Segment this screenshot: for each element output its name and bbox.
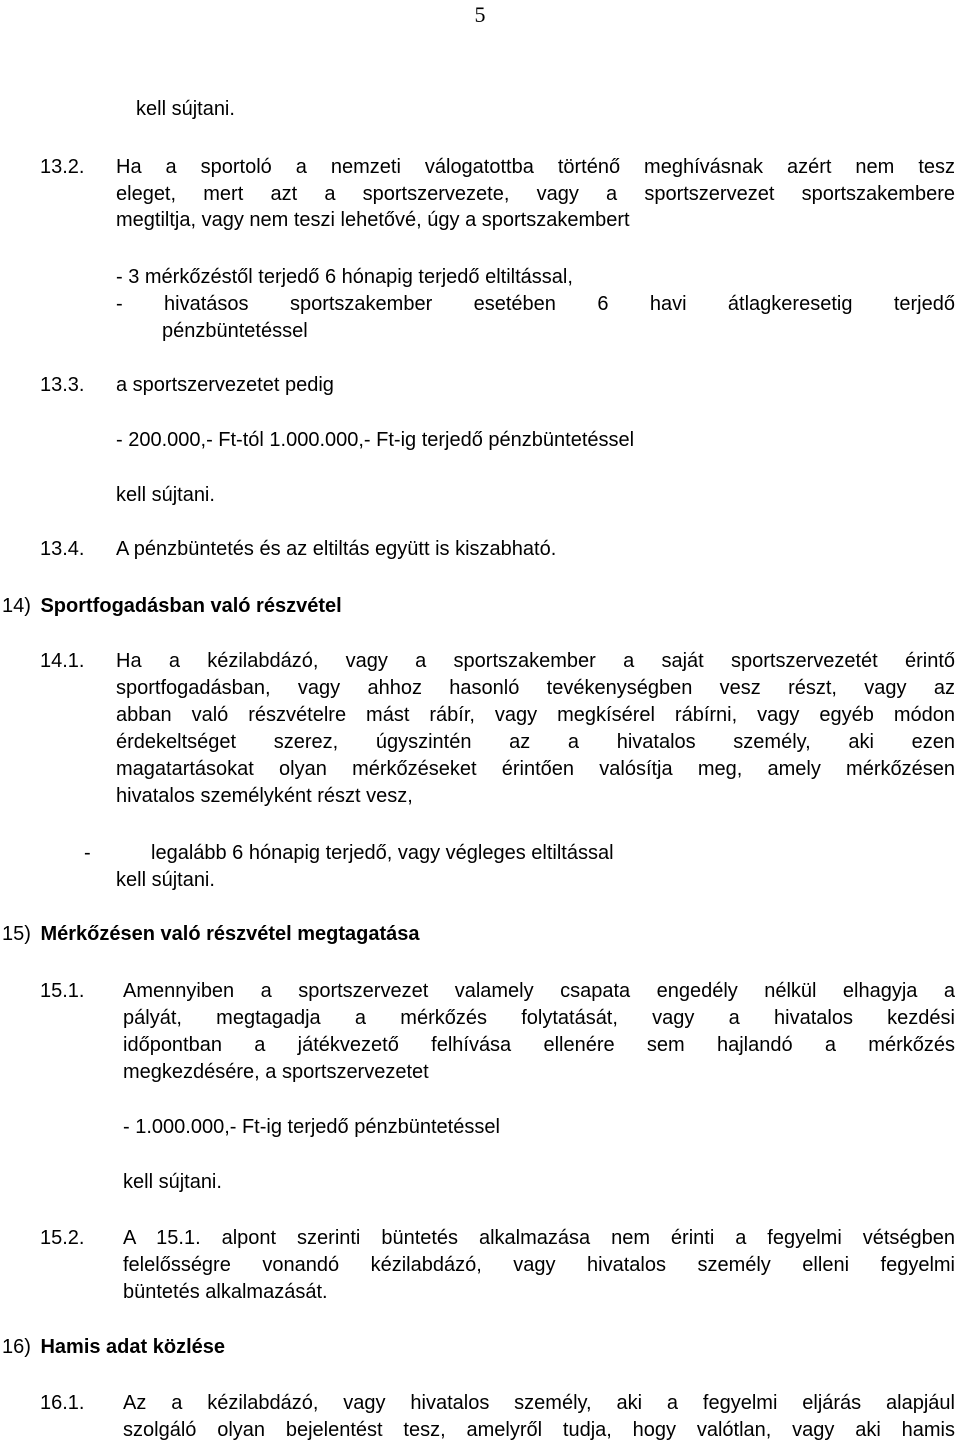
bullet-item: - hivatásos sportszakember esetében 6 havi átlagkeresetig terjedő xyxy=(116,293,955,315)
paragraph-line: A 15.1. alpont szerinti büntetés alkalmazása nem érinti a fegyelmi vétségben xyxy=(123,1227,955,1249)
paragraph-line: felelősségre vonandó kézilabdázó, vagy hivatalos személy elleni fegyelmi xyxy=(123,1254,955,1276)
paragraph-line: érdekeltséget szerez, úgyszintén az a hivatalos személy, aki ezen xyxy=(116,731,955,753)
paragraph-line: megkezdésére, a sportszervezetet xyxy=(123,1061,429,1083)
paragraph-line: sportfogadásban, vagy ahhoz hasonló tevékenységben vesz részt, vagy az xyxy=(116,677,955,699)
section-number: 16.1. xyxy=(40,1392,85,1414)
paragraph-text: A pénzbüntetés és az eltiltás együtt is kiszabható. xyxy=(116,538,557,560)
paragraph-line: eleget, mert azt a sportszervezete, vagy a sportszervezet sportszakembere xyxy=(116,183,955,205)
bullet-item: legalább 6 hónapig terjedő, vagy végleges eltiltással xyxy=(151,842,614,864)
bullet-dash: - xyxy=(84,842,91,864)
bullet-item-continuation: pénzbüntetéssel xyxy=(162,320,308,342)
section-number: 15.2. xyxy=(40,1227,85,1249)
section-number: 13.4. xyxy=(40,538,85,560)
paragraph-line: magatartásokat olyan mérkőzéseket érintően valósítja meg, amely mérkőzésen xyxy=(116,758,955,780)
paragraph-text: kell sújtani. xyxy=(136,98,235,120)
paragraph-line: pályát, megtagadja a mérkőzés folytatását, vagy a hivatalos kezdési xyxy=(123,1007,955,1029)
section-heading xyxy=(2,593,342,619)
paragraph-line: Amennyiben a sportszervezet valamely csapata engedély nélkül elhagyja a xyxy=(123,980,955,1002)
paragraph-text: kell sújtani. xyxy=(116,484,215,506)
section-number: 15.1. xyxy=(40,980,85,1002)
page-number: 5 xyxy=(474,2,486,27)
paragraph-line: hivatalos személyként részt vesz, xyxy=(116,785,413,807)
heading-number: 16) xyxy=(2,1336,31,1358)
bullet-item: - 1.000.000,- Ft-ig terjedő pénzbüntetéssel xyxy=(123,1116,500,1138)
bullet-item: - 200.000,- Ft-tól 1.000.000,- Ft-ig terjedő pénzbüntetéssel xyxy=(116,429,635,451)
paragraph-line: abban való részvételre mást rábír, vagy megkísérel rábírni, vagy egyéb módon xyxy=(116,704,955,726)
paragraph-line: időpontban a játékvezető felhívása ellenére sem hajlandó a mérkőzés xyxy=(123,1034,955,1056)
paragraph-text: kell sújtani. xyxy=(116,869,215,891)
heading-title: Hamis adat közlése xyxy=(40,1336,225,1358)
heading-number: 15) xyxy=(2,923,31,945)
paragraph-line: Az a kézilabdázó, vagy hivatalos személy, aki a fegyelmi eljárás alapjául xyxy=(123,1392,955,1414)
section-number: 13.2. xyxy=(40,156,85,178)
section-number: 13.3. xyxy=(40,374,85,396)
section-number: 14.1. xyxy=(40,650,85,672)
paragraph-line: Ha a sportoló a nemzeti válogatottba történő meghívásnak azért nem tesz xyxy=(116,156,955,178)
heading-title: Sportfogadásban való részvétel xyxy=(40,595,342,617)
heading-title: Mérkőzésen való részvétel megtagatása xyxy=(40,923,420,945)
paragraph-line: szolgáló olyan bejelentést tesz, amelyről tudja, hogy valótlan, vagy aki hamis xyxy=(123,1419,955,1441)
bullet-item: - 3 mérkőzéstől terjedő 6 hónapig terjedő eltiltással, xyxy=(116,266,573,288)
paragraph-text: a sportszervezetet pedig xyxy=(116,374,334,396)
paragraph-line: büntetés alkalmazását. xyxy=(123,1281,328,1303)
paragraph-line: Ha a kézilabdázó, vagy a sportszakember a saját sportszervezetét érintő xyxy=(116,650,955,672)
heading-number: 14) xyxy=(2,595,31,617)
section-heading xyxy=(2,921,420,947)
paragraph-text: kell sújtani. xyxy=(123,1171,222,1193)
paragraph-line: megtiltja, vagy nem teszi lehetővé, úgy a sportszakembert xyxy=(116,209,630,231)
section-heading xyxy=(2,1334,225,1360)
